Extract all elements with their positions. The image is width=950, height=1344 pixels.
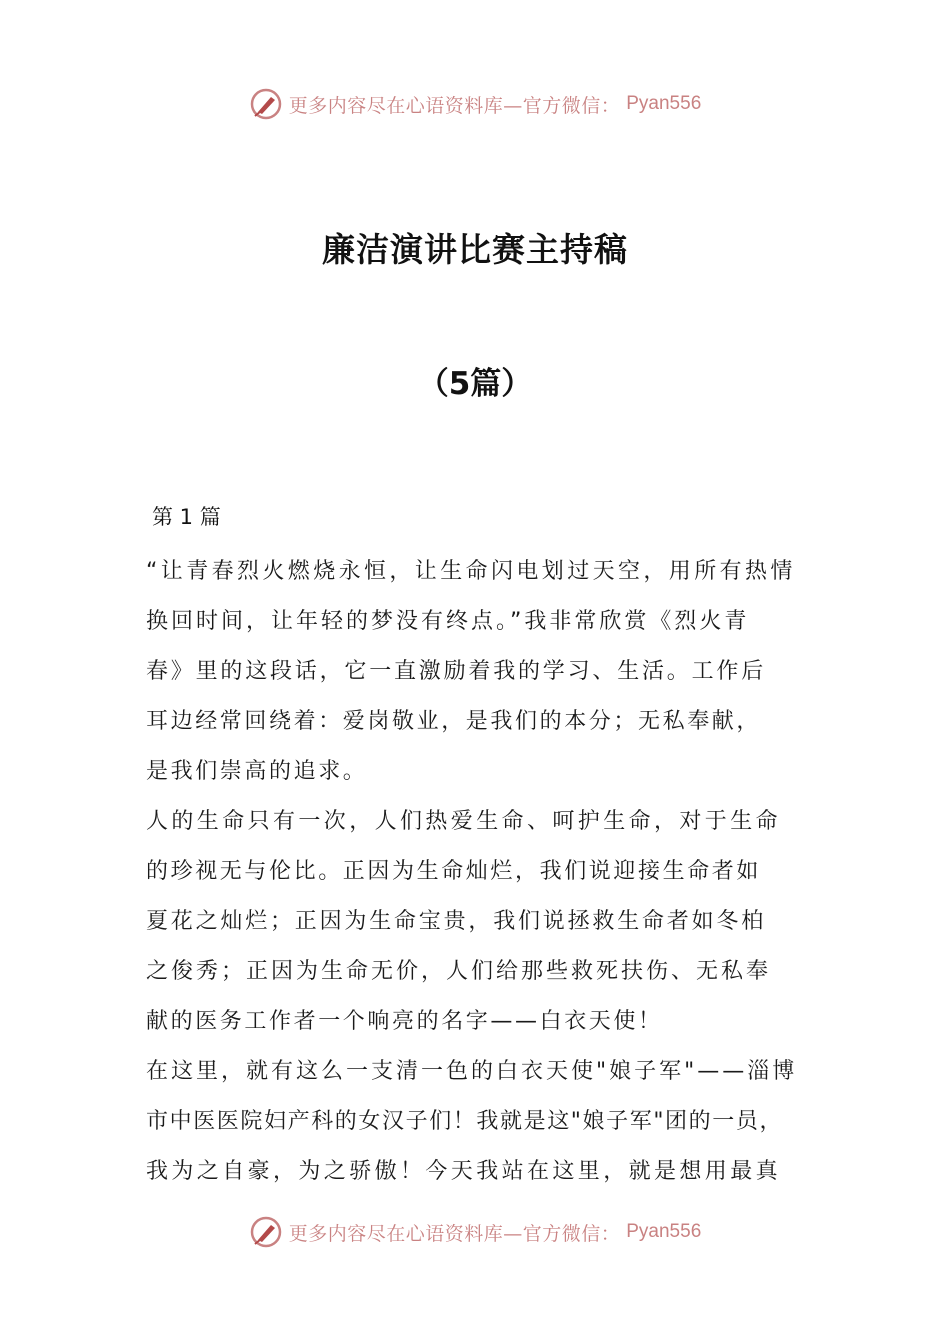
pen-logo-icon	[249, 1215, 283, 1249]
body-line: 是我们崇高的追求。	[146, 759, 368, 784]
body-line: 春》里的这段话，它一直激励着我的学习、生活。工作后	[146, 659, 767, 684]
body-line: 在这里，就有这么一支清一色的白衣天使"娘子军"——淄博	[146, 1059, 798, 1084]
body-line: 人的生命只有一次，人们热爱生命、呵护生命，对于生命	[146, 809, 782, 834]
header-watermark	[0, 84, 950, 124]
body-line: 换回时间，让年轻的梦没有终点。”我非常欣赏《烈火青	[146, 609, 750, 634]
body-line: “让青春烈火燃烧永恒，让生命闪电划过天空，用所有热情	[146, 559, 796, 584]
watermark-wechat-id: Pyan556	[626, 1221, 702, 1242]
watermark-text: 更多内容尽在心语资料库—官方微信：	[288, 94, 621, 117]
body-line: 我为之自豪，为之骄傲！今天我站在这里，就是想用最真	[146, 1159, 782, 1184]
body-line: 耳边经常回绕着：爱岗敬业，是我们的本分；无私奉献，	[146, 709, 762, 734]
body-line: 的珍视无与伦比。正因为生命灿烂，我们说迎接生命者如	[146, 859, 762, 884]
body-line: 献的医务工作者一个响亮的名字——白衣天使！	[146, 1009, 663, 1034]
body-line: 夏花之灿烂；正因为生命宝贵，我们说拯救生命者如冬柏	[146, 909, 767, 934]
document-title: 廉洁演讲比赛主持稿	[322, 230, 628, 269]
watermark-text: 更多内容尽在心语资料库—官方微信：	[288, 1222, 621, 1245]
body-line: 市中医医院妇产科的女汉子们！我就是这"娘子军"团的一员，	[146, 1109, 784, 1134]
footer-watermark	[0, 1212, 950, 1252]
document-body	[146, 497, 836, 1197]
document-subtitle: （5篇）	[417, 366, 533, 402]
section-heading: 第 1 篇	[152, 505, 221, 529]
body-line: 之俊秀；正因为生命无价，人们给那些救死扶伤、无私奉	[146, 959, 772, 984]
watermark-wechat-id: Pyan556	[626, 93, 702, 114]
pen-logo-icon	[249, 87, 283, 121]
